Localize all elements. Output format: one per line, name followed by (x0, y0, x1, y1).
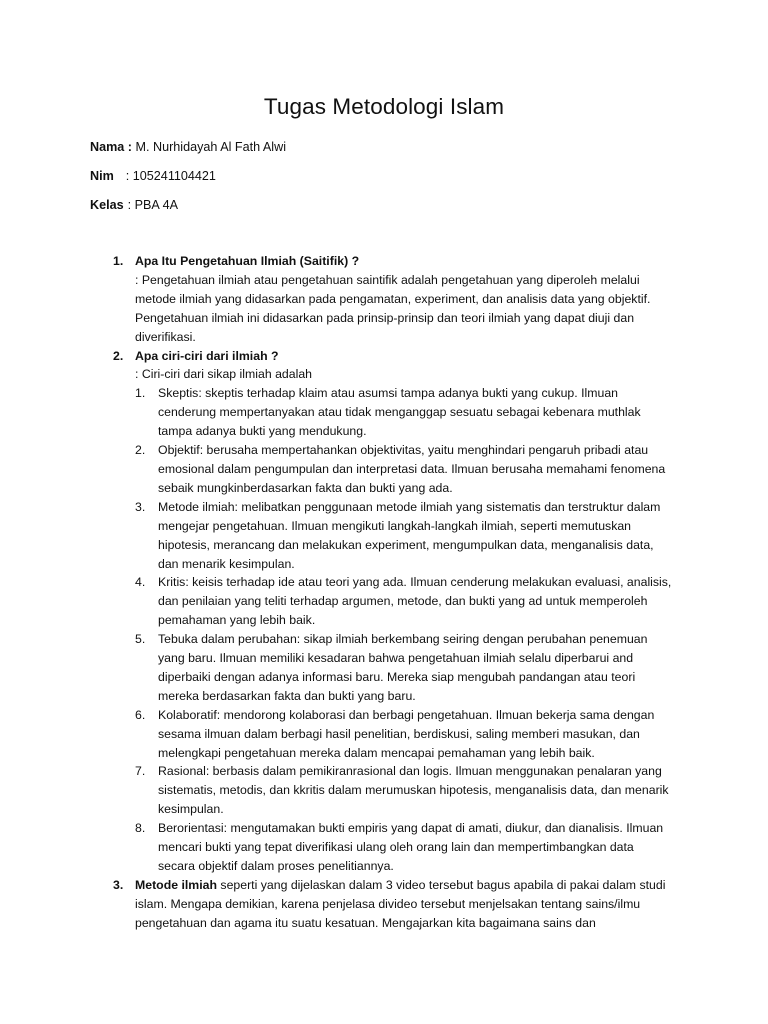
nama-label: Nama : (90, 140, 132, 154)
item-text: Skeptis: skeptis terhadap klaim atau asumsi tampa adanya bukti yang cukup. Ilmuan cenderung mempertanyakan atau tidak menganggap sesuatu sebagai kebenara muthlak tampa adanya bukti yang mendukung. (158, 386, 641, 439)
answer-body: seperti yang dijelaskan dalam 3 video tersebut bagus apabila di pakai dalam studi islam. Mengapa demikian, karena penjelasa divideo tersebut menjelsakan tentang sains/ilmu pengetahuan dan agama itu suatu kesatuan. Mengajarkan kita bagaimana sains dan (135, 877, 666, 930)
answer-text: : Pengetahuan ilmiah atau pengetahuan saintifik adalah pengetahuan yang diperoleh melalui metode ilmiah yang didasarkan pada pengamatan, experiment, dan analisis data yang objektif. Pengetahuan ilmiah ini didasarkan pada prinsip-prinsip dan teori ilmiah yang dapat diuji dan diverifikasi. (135, 272, 651, 344)
question-number: 3. (113, 877, 124, 892)
item-number: 4. (135, 575, 146, 590)
item-number: 2. (135, 443, 146, 458)
kelas-value: : PBA 4A (127, 198, 179, 212)
item-number: 6. (135, 707, 146, 722)
item-number: 3. (135, 499, 146, 514)
question-title: Apa ciri-ciri dari ilmiah ? (135, 348, 279, 363)
list-item (135, 630, 672, 706)
question-item (0, 876, 768, 933)
item-number: 5. (135, 632, 146, 647)
list-item (135, 441, 672, 498)
item-text: Berorientasi: mengutamakan bukti empiris yang dapat di amati, diukur, dan dianalisis. Ilmuan mencari bukti yang tepat diverifikasi ulang oleh orang lain dan mempertimbangkan data secara objektif dalam proses penelitiannya. (158, 821, 664, 873)
answer-text (135, 876, 672, 933)
item-text: Kritis: keisis terhadap ide atau teori yang ada. Ilmuan cenderung melakukan evaluasi, analisis, dan penilaian yang teliti terhadap argumen, metode, dan bukti yang ad untuk memperoleh pemahaman yang lebih baik. (158, 575, 672, 628)
item-text: Kolaboratif: mendorong kolaborasi dan berbagi pengetahuan. Ilmuan bekerja sama dengan sesama ilmuan dalam berbagi hasil penelitian, berdiskusi, saling memberi masukan, dan melengkapi pengetahuan mereka dalam mencapai pemahaman yang lebih baik. (158, 707, 655, 760)
nim-label: Nim (90, 169, 114, 183)
list-item (135, 706, 672, 763)
kelas-label: Kelas (90, 198, 124, 212)
list-item (135, 498, 672, 574)
answer-intro: : Ciri-ciri dari sikap ilmiah adalah (135, 367, 312, 382)
meta-nama (90, 138, 286, 156)
item-text: Tebuka dalam perubahan: sikap ilmiah berkembang seiring dengan perubahan penemuan yang baru. Ilmuan memiliki kesadaran bahwa pengetahuan ilmiah selalu diperbarui and diperbaiki dengan adanya informasi baru. Mereka siap mengubah pandangan atau teori mereka berdasarkan fakta dan bukti yang baru. (158, 632, 648, 703)
characteristics-list (135, 384, 672, 876)
list-item (135, 573, 672, 630)
meta-nim (90, 167, 216, 185)
question-item (0, 252, 768, 347)
item-text: Metode ilmiah: melibatkan penggunaan metode ilmiah yang sistematis dan terstruktur dalam mengejar pengetahuan. Ilmuan mengikuti langkah-langkah ilmiah, seperti memutuskan hipotesis, merancang dan melakukan experiment, mengumpulkan data, menganalisis data, dan menarik kesimpulan. (158, 499, 661, 571)
item-number: 1. (135, 386, 146, 401)
item-text: Objektif: berusaha mempertahankan objektivitas, yaitu menghindari pengaruh pribadi atau emosional dalam pengumpulan dan interpretasi data. Ilmuan berusaha memahami fenomena sebaik mungkinberdasarkan fakta dan bukti yang ada. (158, 443, 666, 495)
document-title: Tugas Metodologi Islam (263, 94, 505, 119)
nama-value: M. Nurhidayah Al Fath Alwi (132, 140, 286, 154)
question-item (0, 347, 768, 876)
question-title: Metode ilmiah (135, 877, 217, 892)
item-text: Rasional: berbasis dalam pemikiranrasional dan logis. Ilmuan menggunakan penalaran yang sistematis, metodis, dan kkritis dalam merumuskan hipotesis, menganalisis data, dan menarik kesimpulan. (158, 764, 669, 817)
list-item (135, 762, 672, 819)
meta-kelas (90, 196, 178, 214)
question-number: 1. (113, 254, 124, 268)
list-item (135, 819, 672, 876)
item-number: 8. (135, 821, 146, 836)
question-number: 2. (113, 348, 124, 363)
list-item (135, 384, 672, 441)
item-number: 7. (135, 764, 146, 779)
question-list (0, 252, 768, 933)
nim-value: : 105241104421 (125, 169, 216, 183)
question-title: Apa Itu Pengetahuan Ilmiah (Saitifik) ? (135, 254, 360, 268)
